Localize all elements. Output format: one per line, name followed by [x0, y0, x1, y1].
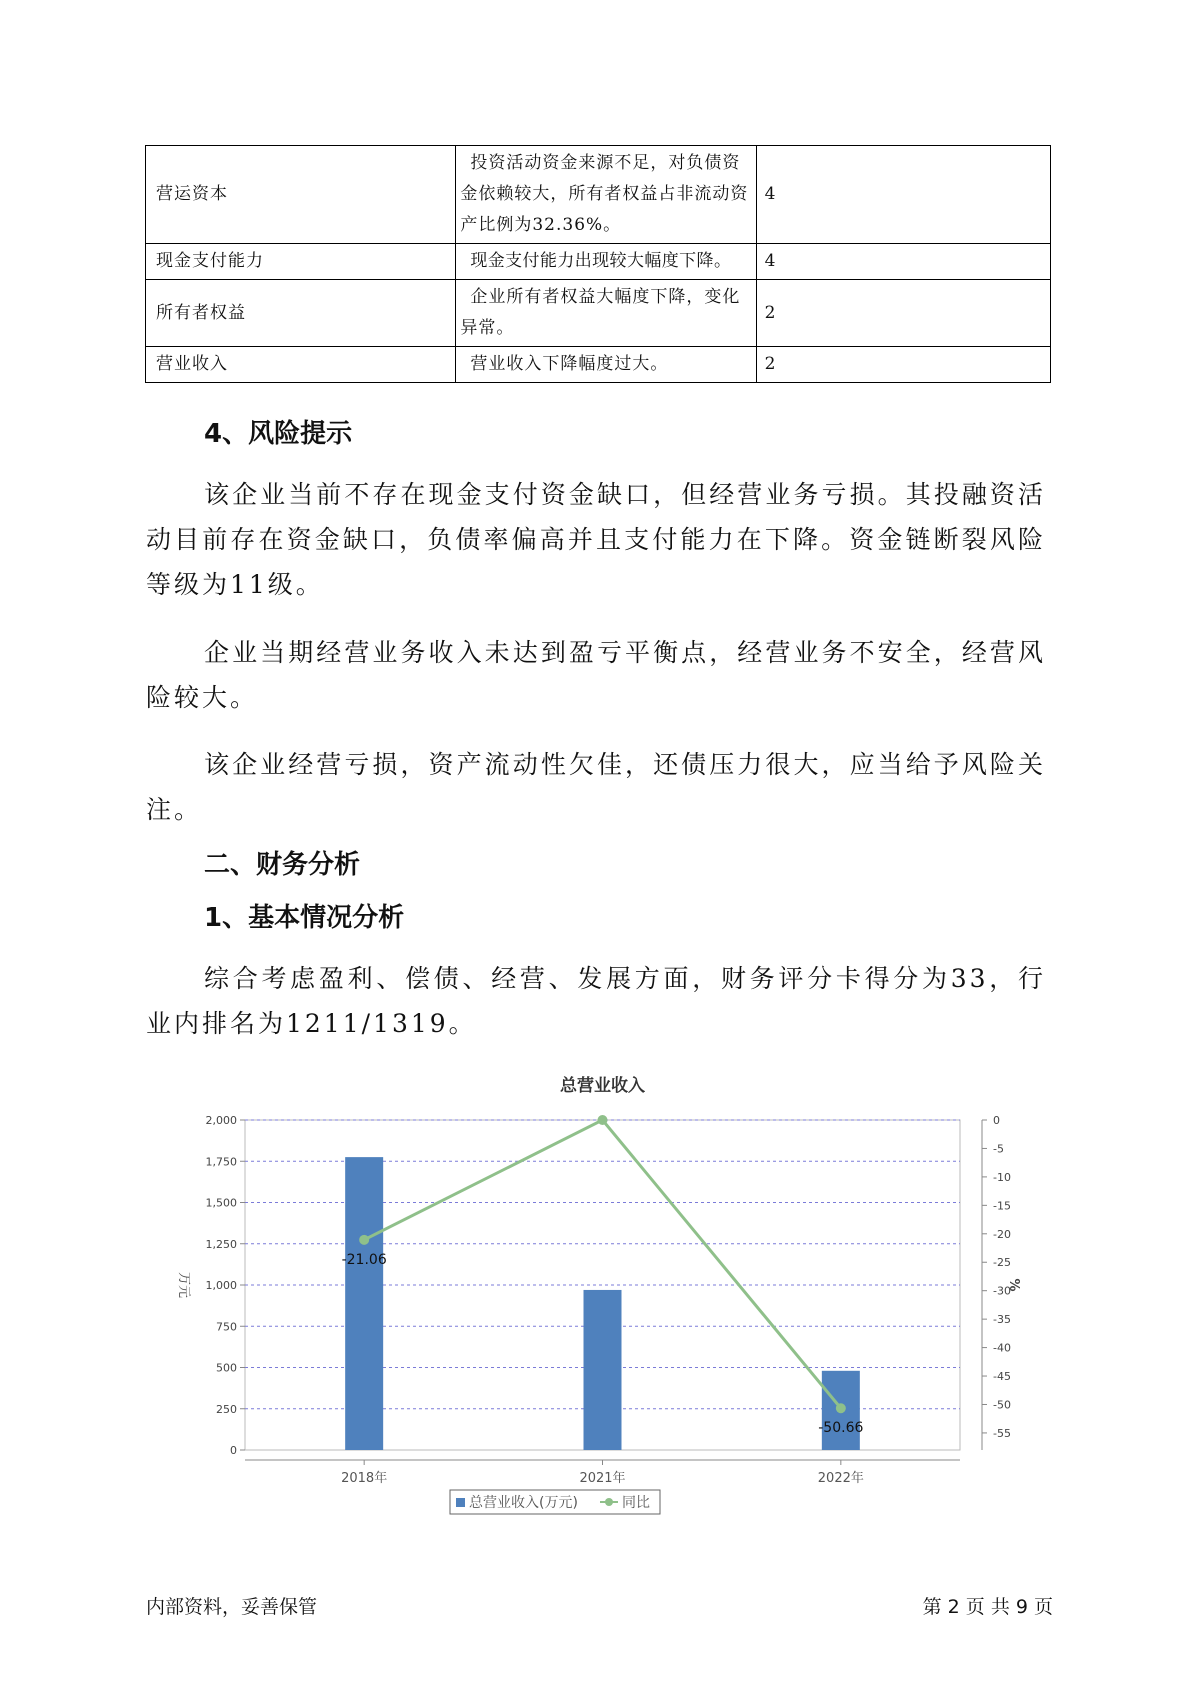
y2-tick-label: -40 — [993, 1341, 1011, 1355]
y-tick-label: 500 — [216, 1361, 237, 1375]
footer-left: 内部资料，妥善保管 — [146, 1596, 318, 1618]
legend-line-marker — [605, 1498, 613, 1506]
paragraph: 综合考虑盈利、偿债、经营、发展方面，财务评分卡得分为33，行业内排名为1211/1319。 — [146, 964, 1046, 1038]
table-score: 4 — [756, 146, 1050, 244]
footer-page-number: 第 2 页 共 9 页 — [922, 1596, 1053, 1618]
table-score: 2 — [756, 280, 1050, 347]
table-description: 现金支付能力出现较大幅度下降。 — [456, 244, 756, 280]
yoy-data-label: -21.06 — [341, 1251, 387, 1268]
y2-tick-label: -55 — [993, 1426, 1011, 1440]
sub-heading-basic: 1、基本情况分析 — [204, 903, 405, 933]
y-tick-label: 0 — [230, 1444, 237, 1457]
legend-line-label: 同比 — [622, 1495, 650, 1511]
y2-tick-label: -20 — [993, 1227, 1011, 1241]
table-item: 营运资本 — [146, 146, 456, 244]
table-description: 营业收入下降幅度过大。 — [456, 347, 756, 383]
table-row — [146, 146, 1051, 244]
risk-table — [145, 145, 1051, 383]
yoy-point — [836, 1403, 846, 1413]
y2-tick-label: 0 — [993, 1114, 1000, 1127]
yoy-data-label: -50.66 — [818, 1420, 864, 1437]
table-item: 现金支付能力 — [146, 244, 456, 280]
y-tick-label: 1,000 — [205, 1279, 237, 1292]
table-row — [146, 280, 1051, 347]
y2-tick-label: -50 — [993, 1398, 1011, 1412]
y-axis-label: 万元 — [176, 1271, 191, 1299]
table-description: 企业所有者权益大幅度下降，变化异常。 — [456, 280, 756, 347]
legend-bar-swatch — [456, 1498, 465, 1507]
revenue-chart — [170, 1065, 1030, 1535]
y2-tick-label: -25 — [993, 1256, 1011, 1270]
yoy-point — [359, 1235, 369, 1245]
y2-tick-label: -5 — [993, 1142, 1004, 1156]
y2-axis-label: % — [1006, 1278, 1021, 1292]
paragraph: 该企业经营亏损，资产流动性欠佳，还债压力很大，应当给予风险关注。 — [146, 750, 1046, 824]
revenue-bar — [584, 1290, 622, 1450]
legend-bar-label: 总营业收入(万元) — [469, 1495, 578, 1511]
table-item: 所有者权益 — [146, 280, 456, 347]
y2-tick-label: -45 — [993, 1370, 1011, 1384]
y-tick-label: 1,500 — [205, 1196, 237, 1210]
y2-tick-label: -15 — [993, 1199, 1011, 1213]
y-tick-label: 1,250 — [205, 1237, 237, 1251]
table-score: 4 — [756, 244, 1050, 280]
table-description: 投资活动资金来源不足，对负债资金依赖较大，所有者权益占非流动资产比例为32.36%。 — [456, 146, 756, 244]
table-item: 营业收入 — [146, 347, 456, 383]
yoy-point — [598, 1115, 608, 1125]
table-score: 2 — [756, 347, 1050, 383]
section-heading-finance: 二、财务分析 — [204, 850, 361, 880]
y2-tick-label: -10 — [993, 1170, 1011, 1184]
table-row — [146, 347, 1051, 383]
chart-title: 总营业收入 — [560, 1076, 645, 1096]
y-tick-label: 2,000 — [205, 1114, 237, 1127]
y2-tick-label: -35 — [993, 1313, 1011, 1327]
paragraph: 企业当期经营业务收入未达到盈亏平衡点，经营业务不安全，经营风险较大。 — [146, 638, 1046, 712]
y-tick-label: 750 — [216, 1320, 237, 1334]
paragraph: 该企业当前不存在现金支付资金缺口，但经营业务亏损。其投融资活动目前存在资金缺口，负债率偏高并且支付能力在下降。资金链断裂风险等级为11级。 — [146, 480, 1046, 599]
y-tick-label: 250 — [216, 1402, 237, 1416]
revenue-bar — [345, 1157, 383, 1450]
y-tick-label: 1,750 — [205, 1155, 237, 1169]
x-tick-label: 2022年 — [817, 1471, 864, 1486]
section-heading-risk: 4、风险提示 — [204, 419, 353, 449]
table-row — [146, 244, 1051, 280]
x-tick-label: 2021年 — [579, 1471, 626, 1486]
y2-tick-label: -30 — [993, 1284, 1011, 1298]
x-tick-label: 2018年 — [341, 1471, 388, 1486]
